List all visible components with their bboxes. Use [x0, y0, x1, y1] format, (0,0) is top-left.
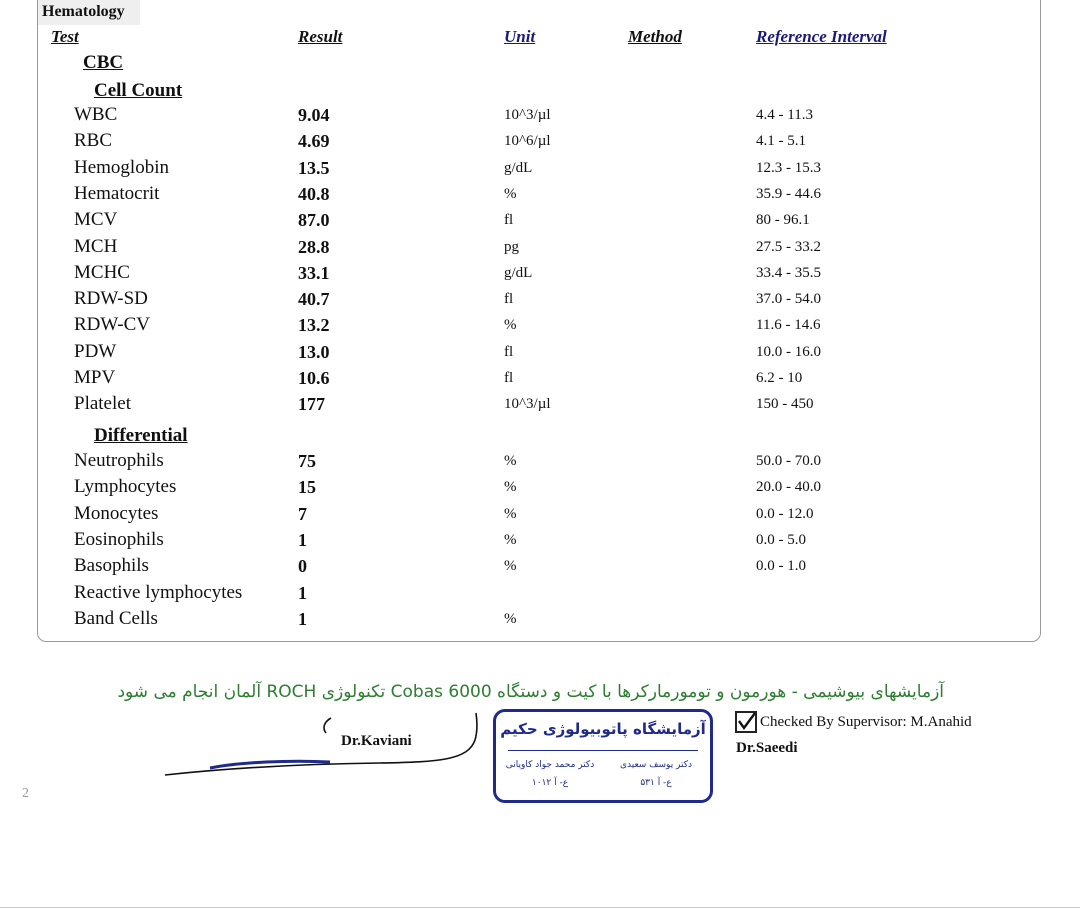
result-value: 1 — [298, 529, 307, 550]
reference-interval: 11.6 - 14.6 — [756, 317, 821, 334]
reference-interval: 6.2 - 10 — [756, 370, 803, 386]
result-value: 1 — [298, 608, 307, 629]
unit-value: g/dL — [504, 159, 533, 176]
test-name: WBC — [74, 104, 118, 125]
panel-title: CBC — [83, 52, 124, 73]
reference-interval: 27.5 - 33.2 — [756, 238, 821, 255]
unit-value: fl — [504, 291, 514, 308]
unit-value: pg — [504, 238, 519, 255]
test-name: RBC — [74, 130, 113, 152]
result-value: 13.5 — [298, 157, 330, 178]
lab-note: آزمایشهای بیوشیمی - هورمون و تومورمارکرها با کیت و دستگاه Cobas 6000 تکنولوژی ROCH آلمان انجام می شود — [117, 682, 944, 702]
reference-interval: 0.0 - 12.0 — [756, 505, 814, 522]
col-header-result: Result — [298, 27, 343, 46]
unit-value: g/dL — [504, 264, 533, 281]
test-name: Monocytes — [74, 502, 159, 524]
stamp-divider — [508, 750, 698, 751]
result-value: 1 — [298, 582, 307, 603]
signer-left-name: Dr.Kaviani — [341, 733, 412, 749]
test-name: Platelet — [74, 393, 131, 415]
unit-value: % — [504, 610, 517, 627]
reference-interval: 80 - 96.1 — [756, 212, 810, 229]
unit-value: fl — [504, 212, 514, 229]
test-name: PDW — [74, 340, 117, 362]
lab-stamp — [493, 709, 713, 803]
test-name: Lymphocytes — [74, 476, 177, 498]
unit-value: fl — [504, 343, 514, 360]
result-value: 177 — [298, 394, 325, 415]
test-name: MCHC — [74, 261, 130, 283]
result-value: 87.0 — [298, 210, 330, 231]
result-value: 0 — [298, 556, 307, 577]
unit-value: % — [504, 505, 517, 522]
test-name: Eosinophils — [74, 528, 164, 550]
section-title: Hematology — [38, 0, 140, 25]
test-name: Hematocrit — [74, 182, 160, 204]
test-name: MCV — [74, 209, 118, 231]
group-cell-count: Cell Count — [94, 80, 183, 101]
result-value: 4.69 — [298, 131, 330, 152]
reference-interval: 0.0 - 5.0 — [756, 531, 806, 548]
result-value: 7 — [298, 503, 307, 524]
result-value: 15 — [298, 477, 316, 498]
test-name: RDW-CV — [74, 314, 150, 336]
reference-interval: 50.0 - 70.0 — [756, 453, 821, 469]
stamp-doctor-left: دکتر محمد جواد کاویانی — [505, 760, 595, 770]
unit-value: 10^6/µl — [504, 133, 551, 150]
unit-value: % — [504, 317, 517, 334]
result-value: 33.1 — [298, 262, 330, 283]
unit-value: 10^3/µl — [504, 396, 551, 413]
reference-interval: 12.3 - 15.3 — [756, 159, 821, 176]
test-name: MCH — [74, 235, 118, 257]
unit-value: % — [504, 453, 517, 469]
unit-value: % — [504, 558, 517, 575]
reference-interval: 35.9 - 44.6 — [756, 185, 821, 202]
result-value: 28.8 — [298, 236, 330, 257]
group-differential: Differential — [94, 425, 188, 446]
unit-value: 10^3/µl — [504, 107, 551, 123]
reference-interval: 150 - 450 — [756, 396, 814, 413]
result-value: 40.8 — [298, 183, 330, 204]
reference-interval: 4.1 - 5.1 — [756, 133, 806, 150]
test-name: Hemoglobin — [74, 156, 169, 178]
reference-interval: 0.0 - 1.0 — [756, 558, 806, 575]
reference-interval: 37.0 - 54.0 — [756, 291, 821, 308]
unit-value: % — [504, 185, 517, 202]
test-name: Band Cells — [74, 607, 158, 629]
stamp-doctor-right: دکتر یوسف سعیدی — [619, 760, 693, 770]
test-name: MPV — [74, 367, 116, 388]
col-header-method: Method — [628, 27, 682, 46]
reference-interval: 33.4 - 35.5 — [756, 264, 821, 281]
test-name: Basophils — [74, 555, 149, 577]
page-bottom-divider — [0, 907, 1080, 908]
unit-value: % — [504, 531, 517, 548]
signer-right-name: Dr.Saeedi — [736, 740, 798, 756]
checkbox-icon — [735, 711, 757, 733]
reference-interval: 4.4 - 11.3 — [756, 107, 813, 123]
result-value: 75 — [298, 451, 316, 471]
col-header-test: Test — [51, 27, 79, 46]
result-value: 9.04 — [298, 105, 330, 125]
stamp-title: آزمایشگاه پاتوبیولوژی حکیم — [500, 720, 706, 738]
test-name: Neutrophils — [74, 450, 164, 471]
result-value: 40.7 — [298, 289, 330, 310]
result-value: 13.0 — [298, 341, 330, 362]
stamp-code-left: ع- آ ۱۰۱۲ — [531, 778, 569, 788]
result-value: 10.6 — [298, 368, 330, 388]
unit-value: % — [504, 479, 517, 496]
test-name: RDW-SD — [74, 288, 148, 310]
col-header-unit: Unit — [504, 27, 536, 46]
result-value: 13.2 — [298, 315, 330, 336]
stamp-code-right: ع- آ ۵۳۱ — [640, 778, 672, 788]
reference-interval: 20.0 - 40.0 — [756, 479, 821, 496]
unit-value: fl — [504, 370, 514, 386]
checked-by-label: Checked By Supervisor: M.Anahid — [760, 714, 972, 730]
test-name: Reactive lymphocytes — [74, 581, 243, 603]
page-number: 2 — [22, 786, 29, 801]
reference-interval: 10.0 - 16.0 — [756, 343, 821, 360]
col-header-reference: Reference Interval — [756, 27, 887, 46]
